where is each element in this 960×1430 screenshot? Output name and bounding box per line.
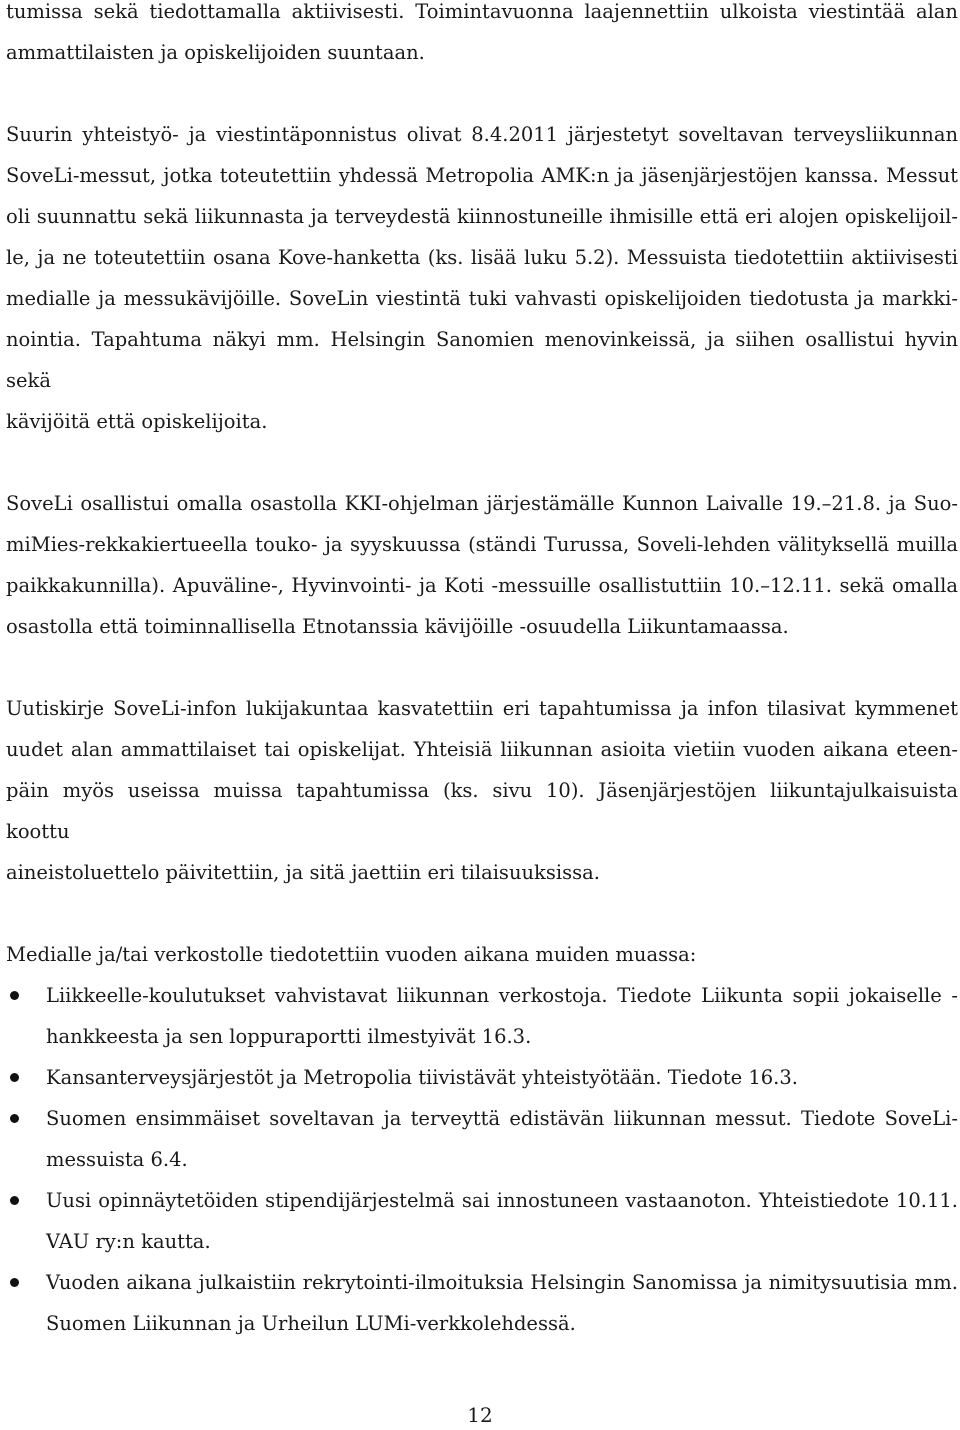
list-item [6,1057,958,1098]
text-line: le, ja ne toteutettiin osana Kove-hanketta (ks. lisää luku 5.2). Messuista tiedotettiin aktiivisesti [6,246,958,269]
text-line: nointia. Tapahtuma näkyi mm. Helsingin Sanomien menovinkeissä, ja siihen osallistui hyvin sekä [6,328,958,392]
bullet-icon [10,1196,19,1205]
text-line: oli suunnattu sekä liikunnasta ja terveydestä kiinnostuneille ihmisille että eri alojen opiskelijoil- [6,205,958,228]
list-item [6,975,958,1057]
text-line: Uusi opinnäytetöiden stipendijärjestelmä sai innostuneen vastaanoton. Yhteistiedote 10.11. [46,1189,958,1212]
text-line: Uutiskirje SoveLi-infon lukijakuntaa kasvatettiin eri tapahtumissa ja infon tilasivat kymmenet [6,697,958,720]
bullet-icon [10,1278,19,1287]
text-line: Liikkeelle-koulutukset vahvistavat liikunnan verkostoja. Tiedote Liikunta sopii jokaiselle - [46,984,958,1007]
paragraph-spacer [6,893,958,934]
bullet-list [6,975,958,1344]
text-line: miMies-rekkakiertueella touko- ja syyskuussa (ständi Turussa, Soveli-lehden välityksellä muilla [6,533,958,556]
text-line: hankkeesta ja sen loppuraportti ilmestyivät 16.3. [46,1025,532,1048]
text-line: messuista 6.4. [46,1148,188,1171]
document-page [6,0,958,1344]
text-line: SoveLi-messut, jotka toteutettiin yhdessä Metropolia AMK:n ja jäsenjärjestöjen kanssa. Messut [6,164,958,187]
text-line: Kansanterveysjärjestöt ja Metropolia tiivistävät yhteistyötään. Tiedote 16.3. [46,1066,798,1089]
paragraph-spacer [6,442,958,483]
text-line: paikkakunnilla). Apuväline-, Hyvinvointi- ja Koti -messuille osallistuttiin 10.–12.11. sekä omalla [6,574,958,597]
text-line: kävijöitä että opiskelijoita. [6,410,268,433]
text-line: Suurin yhteistyö- ja viestintäponnistus olivat 8.4.2011 järjestetyt soveltavan terveysliikunnan [6,123,958,146]
text-line: Suomen ensimmäiset soveltavan ja terveyttä edistävän liikunnan messut. Tiedote SoveLi- [46,1107,958,1130]
list-item [6,1180,958,1262]
text-line: medialle ja messukävijöille. SoveLin viestintä tuki vahvasti opiskelijoiden tiedotusta ja markki- [6,287,958,310]
text-line: Vuoden aikana julkaistiin rekrytointi-ilmoituksia Helsingin Sanomissa ja nimitysuutisia mm. [46,1271,958,1294]
paragraph-spacer [6,647,958,688]
paragraph-2 [6,114,958,442]
text-line: Medialle ja/tai verkostolle tiedotettiin vuoden aikana muiden muassa: [6,943,697,966]
text-line: SoveLi osallistui omalla osastolla KKI-ohjelman järjestämälle Kunnon Laivalle 19.–21.8. ja Suo- [6,492,958,515]
text-line: Suomen Liikunnan ja Urheilun LUMi-verkkolehdessä. [46,1312,576,1335]
page-number: 12 [467,1403,493,1427]
paragraph-4 [6,688,958,893]
list-intro [6,934,958,975]
bullet-icon [10,991,19,1000]
text-line: aineistoluettelo päivitettiin, ja sitä jaettiin eri tilaisuuksissa. [6,861,600,884]
bullet-icon [10,1073,19,1082]
paragraph-3 [6,483,958,647]
list-item [6,1262,958,1344]
text-line: VAU ry:n kautta. [46,1230,211,1253]
bullet-icon [10,1114,19,1123]
paragraph-spacer [6,73,958,114]
text-line: osastolla että toiminnallisella Etnotanssia kävijöille -osuudella Liikuntamaassa. [6,615,789,638]
text-line: tumissa sekä tiedottamalla aktiivisesti. Toimintavuonna laajennettiin ulkoista viestintää alan [6,0,958,23]
text-line: ammattilaisten ja opiskelijoiden suuntaan. [6,41,425,64]
text-line: uudet alan ammattilaiset tai opiskelijat. Yhteisiä liikunnan asioita vietiin vuoden aikana eteen- [6,738,958,761]
list-item [6,1098,958,1180]
paragraph-1 [6,0,958,73]
text-line: päin myös useissa muissa tapahtumissa (ks. sivu 10). Jäsenjärjestöjen liikuntajulkaisuista koottu [6,779,958,843]
